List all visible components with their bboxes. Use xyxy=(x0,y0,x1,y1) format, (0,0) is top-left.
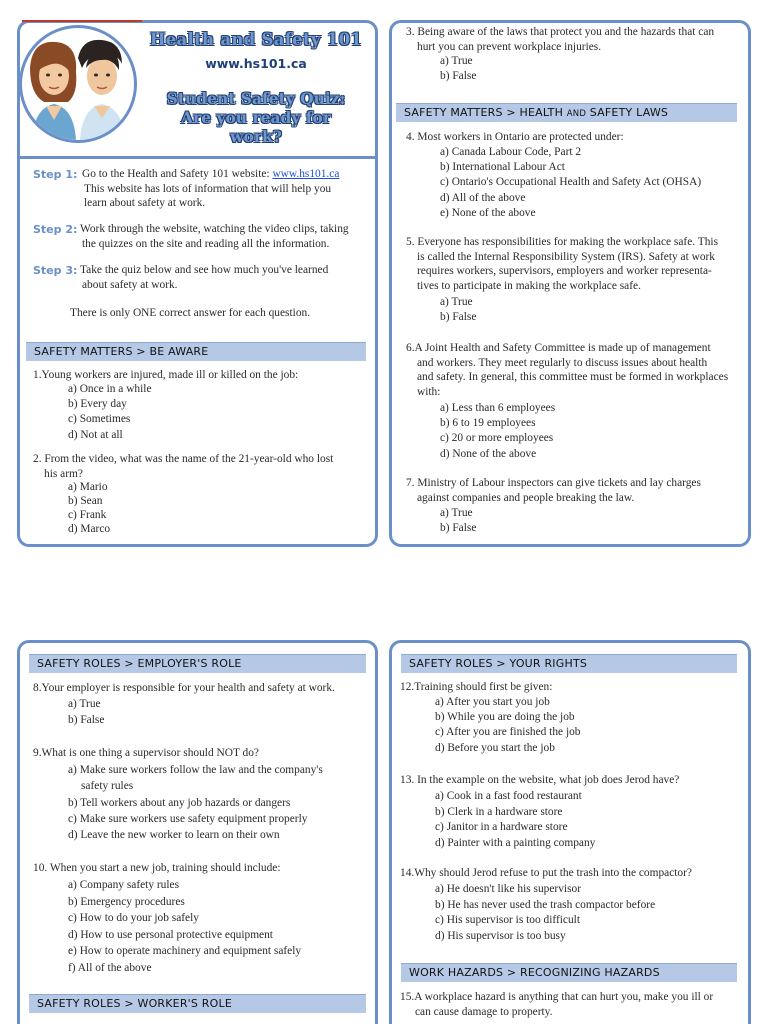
question-4-text: 4. Most workers in Ontario are protected under: xyxy=(406,131,624,143)
question-3 xyxy=(406,25,746,54)
question-13-options xyxy=(435,789,595,851)
answer-option[interactable]: b) Every day xyxy=(68,398,127,411)
question-15-text: 15.A workplace hazard is anything that can hurt you, make you ill or xyxy=(400,991,714,1003)
section-title: SAFETY MATTERS > HEALTH xyxy=(404,106,567,119)
question-5 xyxy=(406,235,746,293)
section-employer-role: SAFETY ROLES > EMPLOYER'S ROLE xyxy=(29,654,366,673)
answer-option[interactable]: d) Not at all xyxy=(68,428,123,441)
answer-option[interactable]: b) While you are doing the job xyxy=(435,711,575,724)
question-10 xyxy=(33,861,373,876)
answer-option-continued: safety rules xyxy=(81,780,134,793)
question-12-options xyxy=(435,695,581,756)
question-5-options xyxy=(440,295,476,325)
question-7-options xyxy=(440,506,476,536)
section-recognizing-hazards: WORK HAZARDS > RECOGNIZING HAZARDS xyxy=(401,963,737,982)
question-4-options xyxy=(440,145,701,221)
answer-option[interactable]: c) Janitor in a hardware store xyxy=(435,821,568,834)
page-title: Health and Safety 101 xyxy=(149,30,363,49)
step-3-label: Step 3: xyxy=(33,264,78,277)
answer-option[interactable]: d) Before you start the job xyxy=(435,741,555,754)
step-1-text-prefix: Go to the Health and Safety 101 website: xyxy=(82,168,273,180)
answer-option[interactable]: b) Sean xyxy=(68,495,103,507)
one-answer-note: There is only ONE correct answer for each question. xyxy=(70,307,311,319)
question-6 xyxy=(406,341,746,399)
quiz-title-line: Student Safety Quiz: xyxy=(166,89,346,108)
question-4 xyxy=(406,130,746,145)
answer-option[interactable]: c) His supervisor is too difficult xyxy=(435,914,581,927)
step-3-text xyxy=(80,263,370,292)
question-9 xyxy=(33,746,373,761)
hs101-link[interactable]: www.hs101.ca xyxy=(272,168,340,180)
step-1-line: This website has lots of information that will help you xyxy=(84,182,332,195)
answer-option[interactable]: a) Once in a while xyxy=(68,383,152,395)
step-1-text xyxy=(82,167,367,211)
header-accent-line xyxy=(22,20,142,22)
question-14-text: 14.Why should Jerod refuse to put the trash into the compactor? xyxy=(400,867,692,879)
question-13-text: 13. In the example on the website, what job does Jerod have? xyxy=(400,774,680,786)
answer-option[interactable]: a) True xyxy=(68,698,101,710)
question-2-text: his arm? xyxy=(44,467,83,480)
answer-option[interactable]: b) Clerk in a hardware store xyxy=(435,805,563,818)
step-2-text xyxy=(80,222,370,251)
answer-option[interactable]: d) Painter with a painting company xyxy=(435,836,596,849)
question-1 xyxy=(33,368,373,383)
question-6-text: and safety. In general, this committee must be formed in workplaces xyxy=(417,371,729,384)
question-12-text: 12.Training should first be given: xyxy=(400,681,553,693)
question-6-options xyxy=(440,401,555,462)
answer-option[interactable]: b) False xyxy=(440,70,477,82)
question-10-text: 10. When you start a new job, training should include: xyxy=(33,862,281,874)
question-6-text: with: xyxy=(417,385,441,398)
answer-option[interactable]: a) After you start you job xyxy=(435,696,550,708)
quiz-title xyxy=(140,89,372,146)
answer-option[interactable]: d) How to use personal protective equipment xyxy=(68,928,273,941)
question-5-text: requires workers, supervisors, employers and worker representa- xyxy=(417,265,712,278)
answer-option[interactable]: e) None of the above xyxy=(440,206,536,219)
answer-option[interactable]: a) Make sure workers follow the law and the company's xyxy=(68,764,323,776)
header-divider xyxy=(20,156,375,159)
question-3-options xyxy=(440,54,476,84)
step-3-line: Take the quiz below and see how much you've learned xyxy=(80,264,329,276)
students-illustration xyxy=(19,25,137,143)
answer-option[interactable]: b) False xyxy=(68,713,105,726)
question-2 xyxy=(33,452,373,481)
question-14 xyxy=(400,866,745,881)
answer-option[interactable]: c) How to do your job safely xyxy=(68,912,199,924)
answer-option[interactable]: b) Tell workers about any job hazards or dangers xyxy=(68,796,291,809)
answer-option[interactable]: d) Marco xyxy=(68,523,111,535)
answer-option[interactable]: c) Sometimes xyxy=(68,413,131,426)
answer-option[interactable]: c) Make sure workers use safety equipment properly xyxy=(68,812,308,825)
answer-option[interactable]: b) International Labour Act xyxy=(440,161,565,174)
answer-option[interactable]: a) Less than 6 employees xyxy=(440,402,556,414)
step-2-label: Step 2: xyxy=(33,223,78,236)
question-1-options xyxy=(68,382,152,443)
answer-option[interactable]: b) False xyxy=(440,522,477,534)
question-13 xyxy=(400,773,745,788)
answer-option[interactable]: c) After you are finished the job xyxy=(435,726,581,739)
question-8 xyxy=(33,681,373,696)
answer-option[interactable]: d) His supervisor is too busy xyxy=(435,929,566,942)
answer-option[interactable]: c) Frank xyxy=(68,509,107,521)
question-12 xyxy=(400,680,745,695)
question-6-text: 6.A Joint Health and Safety Committee is made up of management xyxy=(406,342,711,354)
answer-option[interactable]: b) He has never used the trash compactor before xyxy=(435,898,656,911)
answer-option[interactable]: a) Mario xyxy=(68,481,108,493)
question-5-text: is called the Internal Responsibility System (IRS). Safety at work xyxy=(417,250,716,263)
question-14-options xyxy=(435,882,655,944)
answer-option[interactable]: a) True xyxy=(440,296,473,308)
question-7-text: against companies and people breaking the law. xyxy=(417,491,635,504)
answer-option[interactable]: d) None of the above xyxy=(440,447,537,460)
question-15-text: can cause damage to property. xyxy=(415,1005,553,1018)
answer-option[interactable]: a) Company safety rules xyxy=(68,879,180,891)
question-8-text: 8.Your employer is responsible for your health and safety at work. xyxy=(33,682,335,694)
answer-option[interactable]: a) He doesn't like his supervisor xyxy=(435,883,581,895)
question-9-options xyxy=(68,762,323,843)
answer-option[interactable]: c) 20 or more employees xyxy=(440,432,554,445)
answer-option[interactable]: a) True xyxy=(440,507,473,519)
section-your-rights: SAFETY ROLES > YOUR RIGHTS xyxy=(401,654,737,673)
answer-option[interactable]: b) Emergency procedures xyxy=(68,895,185,908)
question-3-text: hurt you can prevent workplace injuries. xyxy=(417,40,602,53)
section-be-aware: SAFETY MATTERS > BE AWARE xyxy=(26,342,366,361)
answer-option[interactable]: d) All of the above xyxy=(440,191,526,204)
students-avatar-icon xyxy=(22,28,134,140)
step-3-line: about safety at work. xyxy=(82,278,178,291)
question-7-text: 7. Ministry of Labour inspectors can give tickets and lay charges xyxy=(406,477,701,489)
answer-option[interactable]: a) Canada Labour Code, Part 2 xyxy=(440,146,582,158)
answer-option[interactable]: a) True xyxy=(440,55,473,67)
answer-option[interactable]: e) How to operate machinery and equipment safely xyxy=(68,945,302,957)
site-url[interactable]: www.hs101.ca xyxy=(205,56,307,71)
question-2-text: 2. From the video, what was the name of the 21-year-old who lost xyxy=(33,453,334,465)
answer-option[interactable]: c) Ontario's Occupational Health and Safety Act (OHSA) xyxy=(440,176,702,189)
answer-option[interactable]: f) All of the above xyxy=(68,961,152,974)
question-9-text: 9.What is one thing a supervisor should NOT do? xyxy=(33,747,259,759)
section-health-safety-laws xyxy=(396,103,737,122)
quiz-title-line: Are you ready for xyxy=(181,108,331,127)
answer-option[interactable]: b) False xyxy=(440,311,477,323)
question-5-text: tives to participate in making the workplace safe. xyxy=(417,279,641,292)
question-8-options xyxy=(68,697,104,728)
section-worker-role: SAFETY ROLES > WORKER'S ROLE xyxy=(29,994,366,1013)
answer-option[interactable]: d) Leave the new worker to learn on their own xyxy=(68,829,280,842)
question-15 xyxy=(400,990,745,1019)
answer-option[interactable]: b) 6 to 19 employees xyxy=(440,417,536,430)
question-1-text: 1.Young workers are injured, made ill or killed on the job: xyxy=(33,369,299,381)
section-title-small: AND xyxy=(566,109,587,119)
section-title-rest: SAFETY LAWS xyxy=(586,106,669,119)
question-2-options xyxy=(68,480,110,536)
question-3-text: 3. Being aware of the laws that protect you and the hazards that can xyxy=(406,26,715,38)
quiz-title-line: work? xyxy=(230,127,282,146)
step-1-line: learn about safety at work. xyxy=(84,197,206,209)
answer-option[interactable]: a) Cook in a fast food restaurant xyxy=(435,790,582,802)
question-5-text: 5. Everyone has responsibilities for making the workplace safe. This xyxy=(406,236,719,248)
question-6-text: and workers. They meet regularly to discuss issues about health xyxy=(417,356,708,369)
step-2-line: the quizzes on the site and reading all the information. xyxy=(82,237,330,250)
step-1-label: Step 1: xyxy=(33,168,78,181)
step-2-line: Work through the website, watching the video clips, taking xyxy=(80,223,349,235)
question-10-options xyxy=(68,877,301,976)
question-7 xyxy=(406,476,746,505)
